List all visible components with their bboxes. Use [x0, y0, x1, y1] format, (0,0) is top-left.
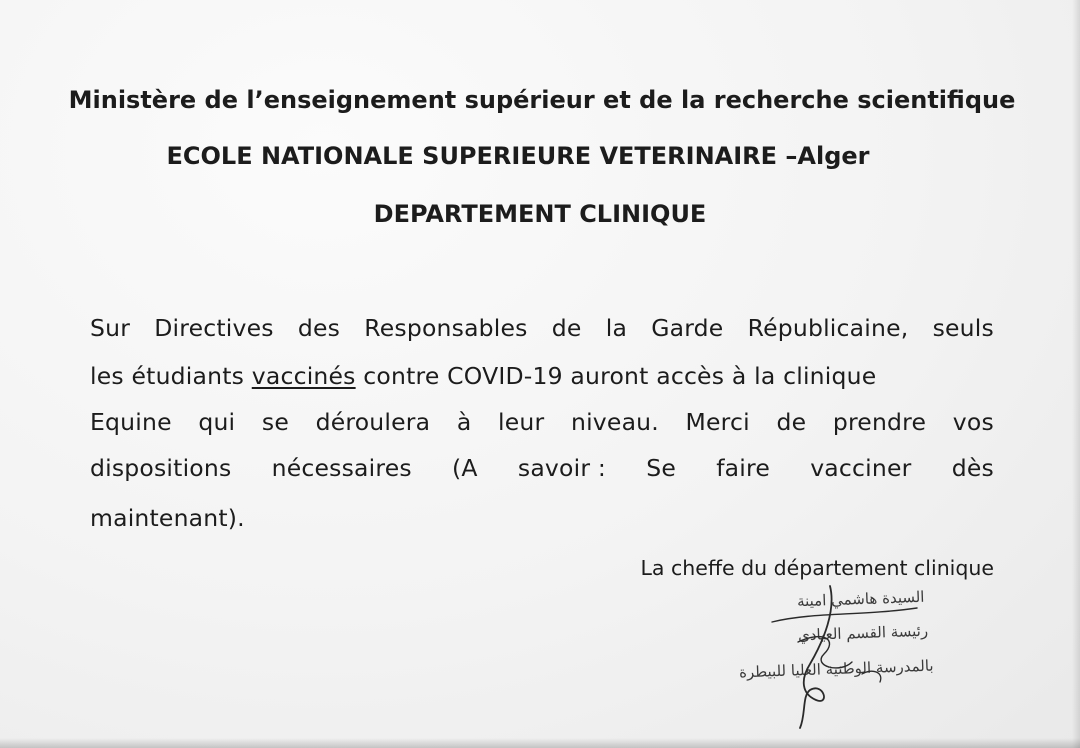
notice-word: prendre [832, 408, 927, 436]
notice-word: (A [452, 454, 478, 482]
notice-word: de [776, 408, 807, 436]
notice-line-5: maintenant). [90, 504, 245, 532]
notice-word: savoir : [517, 454, 606, 482]
handwritten-signature [712, 582, 942, 732]
notice-word: qui [198, 408, 236, 436]
notice-word: à [456, 408, 472, 436]
notice-word: dès [951, 454, 994, 482]
notice-line-2 [90, 362, 994, 390]
underlined-word: vaccinés [251, 362, 356, 390]
notice-word: dispositions [90, 454, 232, 482]
stamp-line-role: رئيسة القسم العيادي [797, 621, 929, 645]
signatory-title: La cheffe du département clinique [640, 556, 994, 580]
notice-word: niveau. [570, 408, 659, 436]
notice-line-3 [90, 408, 994, 436]
official-stamp [712, 582, 942, 732]
ministry-heading: Ministère de l’enseignement supérieur et de la recherche scientifique [68, 86, 1016, 114]
paper-shadow-bottom [0, 738, 1080, 748]
notice-word: Directives [154, 314, 274, 342]
notice-word: Républicaine, [747, 314, 909, 342]
notice-word: vacciner [810, 454, 912, 482]
notice-word: leur [498, 408, 545, 436]
notice-line-2-text: les étudiants vaccinés contre COVID-19 auront accès à la clinique [90, 362, 877, 390]
notice-word: Garde [651, 314, 724, 342]
department-heading: DEPARTEMENT CLINIQUE [373, 200, 707, 228]
notice-word: nécessaires [271, 454, 412, 482]
notice-word: la [605, 314, 628, 342]
stamp-line-institution: بالمدرسة الوطنية العليا للبيطرة [739, 656, 935, 682]
notice-word: Equine [90, 408, 172, 436]
notice-word: de [551, 314, 582, 342]
notice-word: Responsables [364, 314, 528, 342]
notice-line-1 [90, 314, 994, 342]
notice-word: des [297, 314, 341, 342]
notice-word: seuls [932, 314, 994, 342]
notice-word: vos [952, 408, 994, 436]
school-heading: ECOLE NATIONALE SUPERIEURE VETERINAIRE –Alger [166, 142, 870, 170]
notice-word: se [261, 408, 289, 436]
stamp-line-name: السيدة هاشمي امينة [796, 587, 925, 611]
notice-word: Se [646, 454, 676, 482]
notice-word: faire [716, 454, 770, 482]
notice-line-4 [90, 454, 994, 482]
notice-word: Sur [90, 314, 131, 342]
notice-word: déroulera [315, 408, 431, 436]
notice-word: Merci [685, 408, 750, 436]
